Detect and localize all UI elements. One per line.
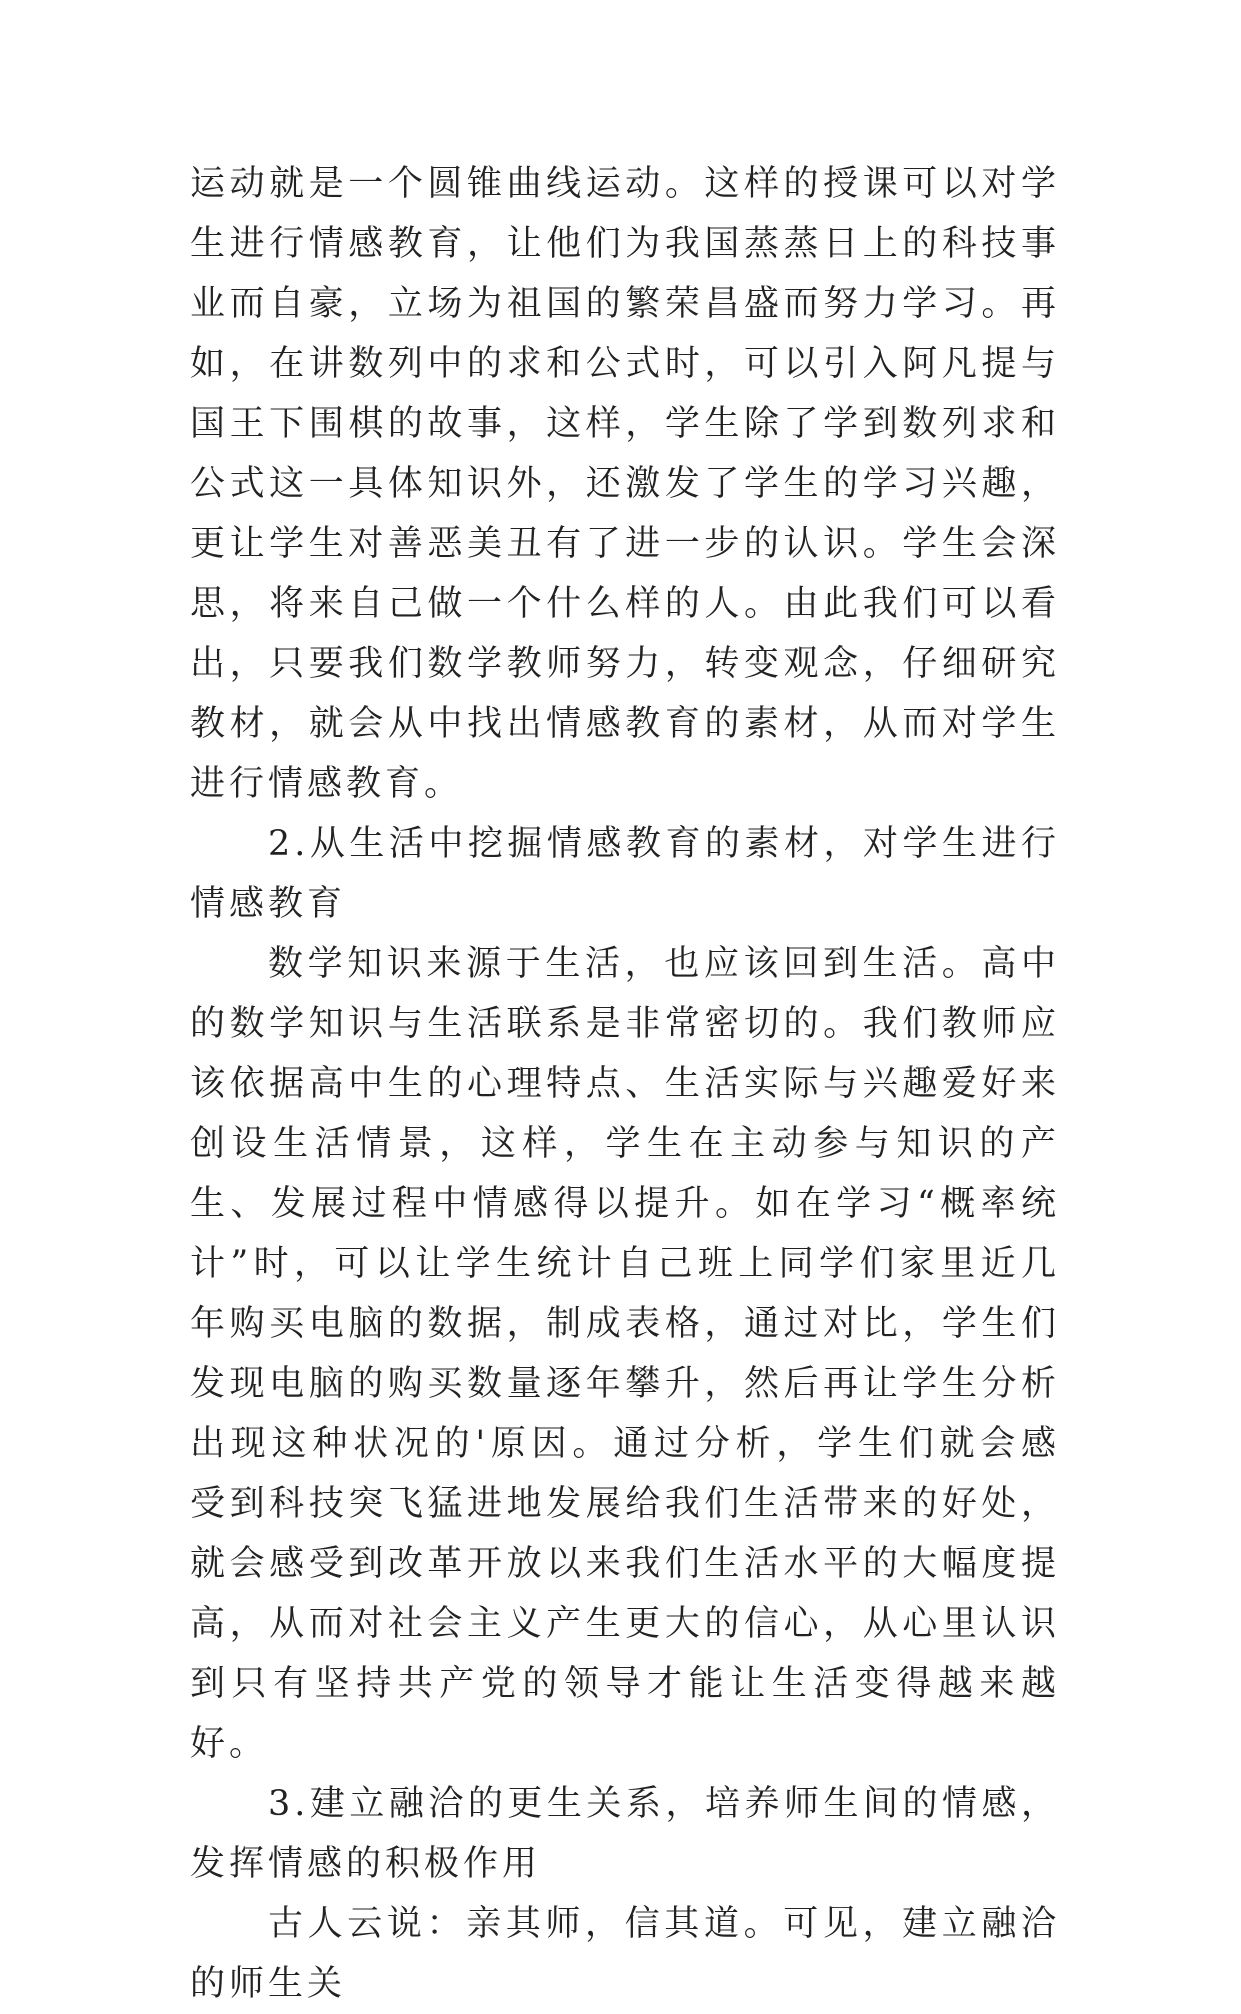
paragraph-teacher-student: 古人云说：亲其师，信其道。可见，建立融洽的师生关	[190, 1904, 1060, 2004]
paragraph-continuation: 运动就是一个圆锥曲线运动。这样的授课可以对学生进行情感教育，让他们为我国蒸蒸日上的科技事业而自豪，立场为祖国的繁荣昌盛而努力学习。再如，在讲数列中的求和公式时，可以引入阿凡提与国王下围棋的故事，这样，学生除了学到数列求和公式这一具体知识外，还激发了学生的学习兴趣，更让学生对善恶美丑有了进一步的认识。学生会深思，将来自己做一个什么样的人。由此我们可以看出，只要我们数学教师努力，转变观念，仔细研究教材，就会从中找出情感教育的素材，从而对学生进行情感教育。	[190, 164, 1060, 804]
section-heading-3: 3.建立融洽的更生关系，培养师生间的情感，发挥情感的积极作用	[190, 1784, 1060, 1884]
section-heading-2: 2.从生活中挖掘情感教育的素材，对学生进行情感教育	[190, 824, 1060, 924]
paragraph-life-materials: 数学知识来源于生活，也应该回到生活。高中的数学知识与生活联系是非常密切的。我们教师应该依据高中生的心理特点、生活实际与兴趣爱好来创设生活情景，这样，学生在主动参与知识的产生、发展过程中情感得以提升。如在学习“概率统计”时，可以让学生统计自己班上同学们家里近几年购买电脑的数据，制成表格，通过对比，学生们发现电脑的购买数量逐年攀升，然后再让学生分析出现这种状况的'原因。通过分析，学生们就会感受到科技突飞猛进地发展给我们生活带来的好处，就会感受到改革开放以来我们生活水平的大幅度提高，从而对社会主义产生更大的信心，从心里认识到只有坚持共产党的领导才能让生活变得越来越好。	[190, 944, 1060, 1764]
document-body	[190, 154, 1060, 2014]
